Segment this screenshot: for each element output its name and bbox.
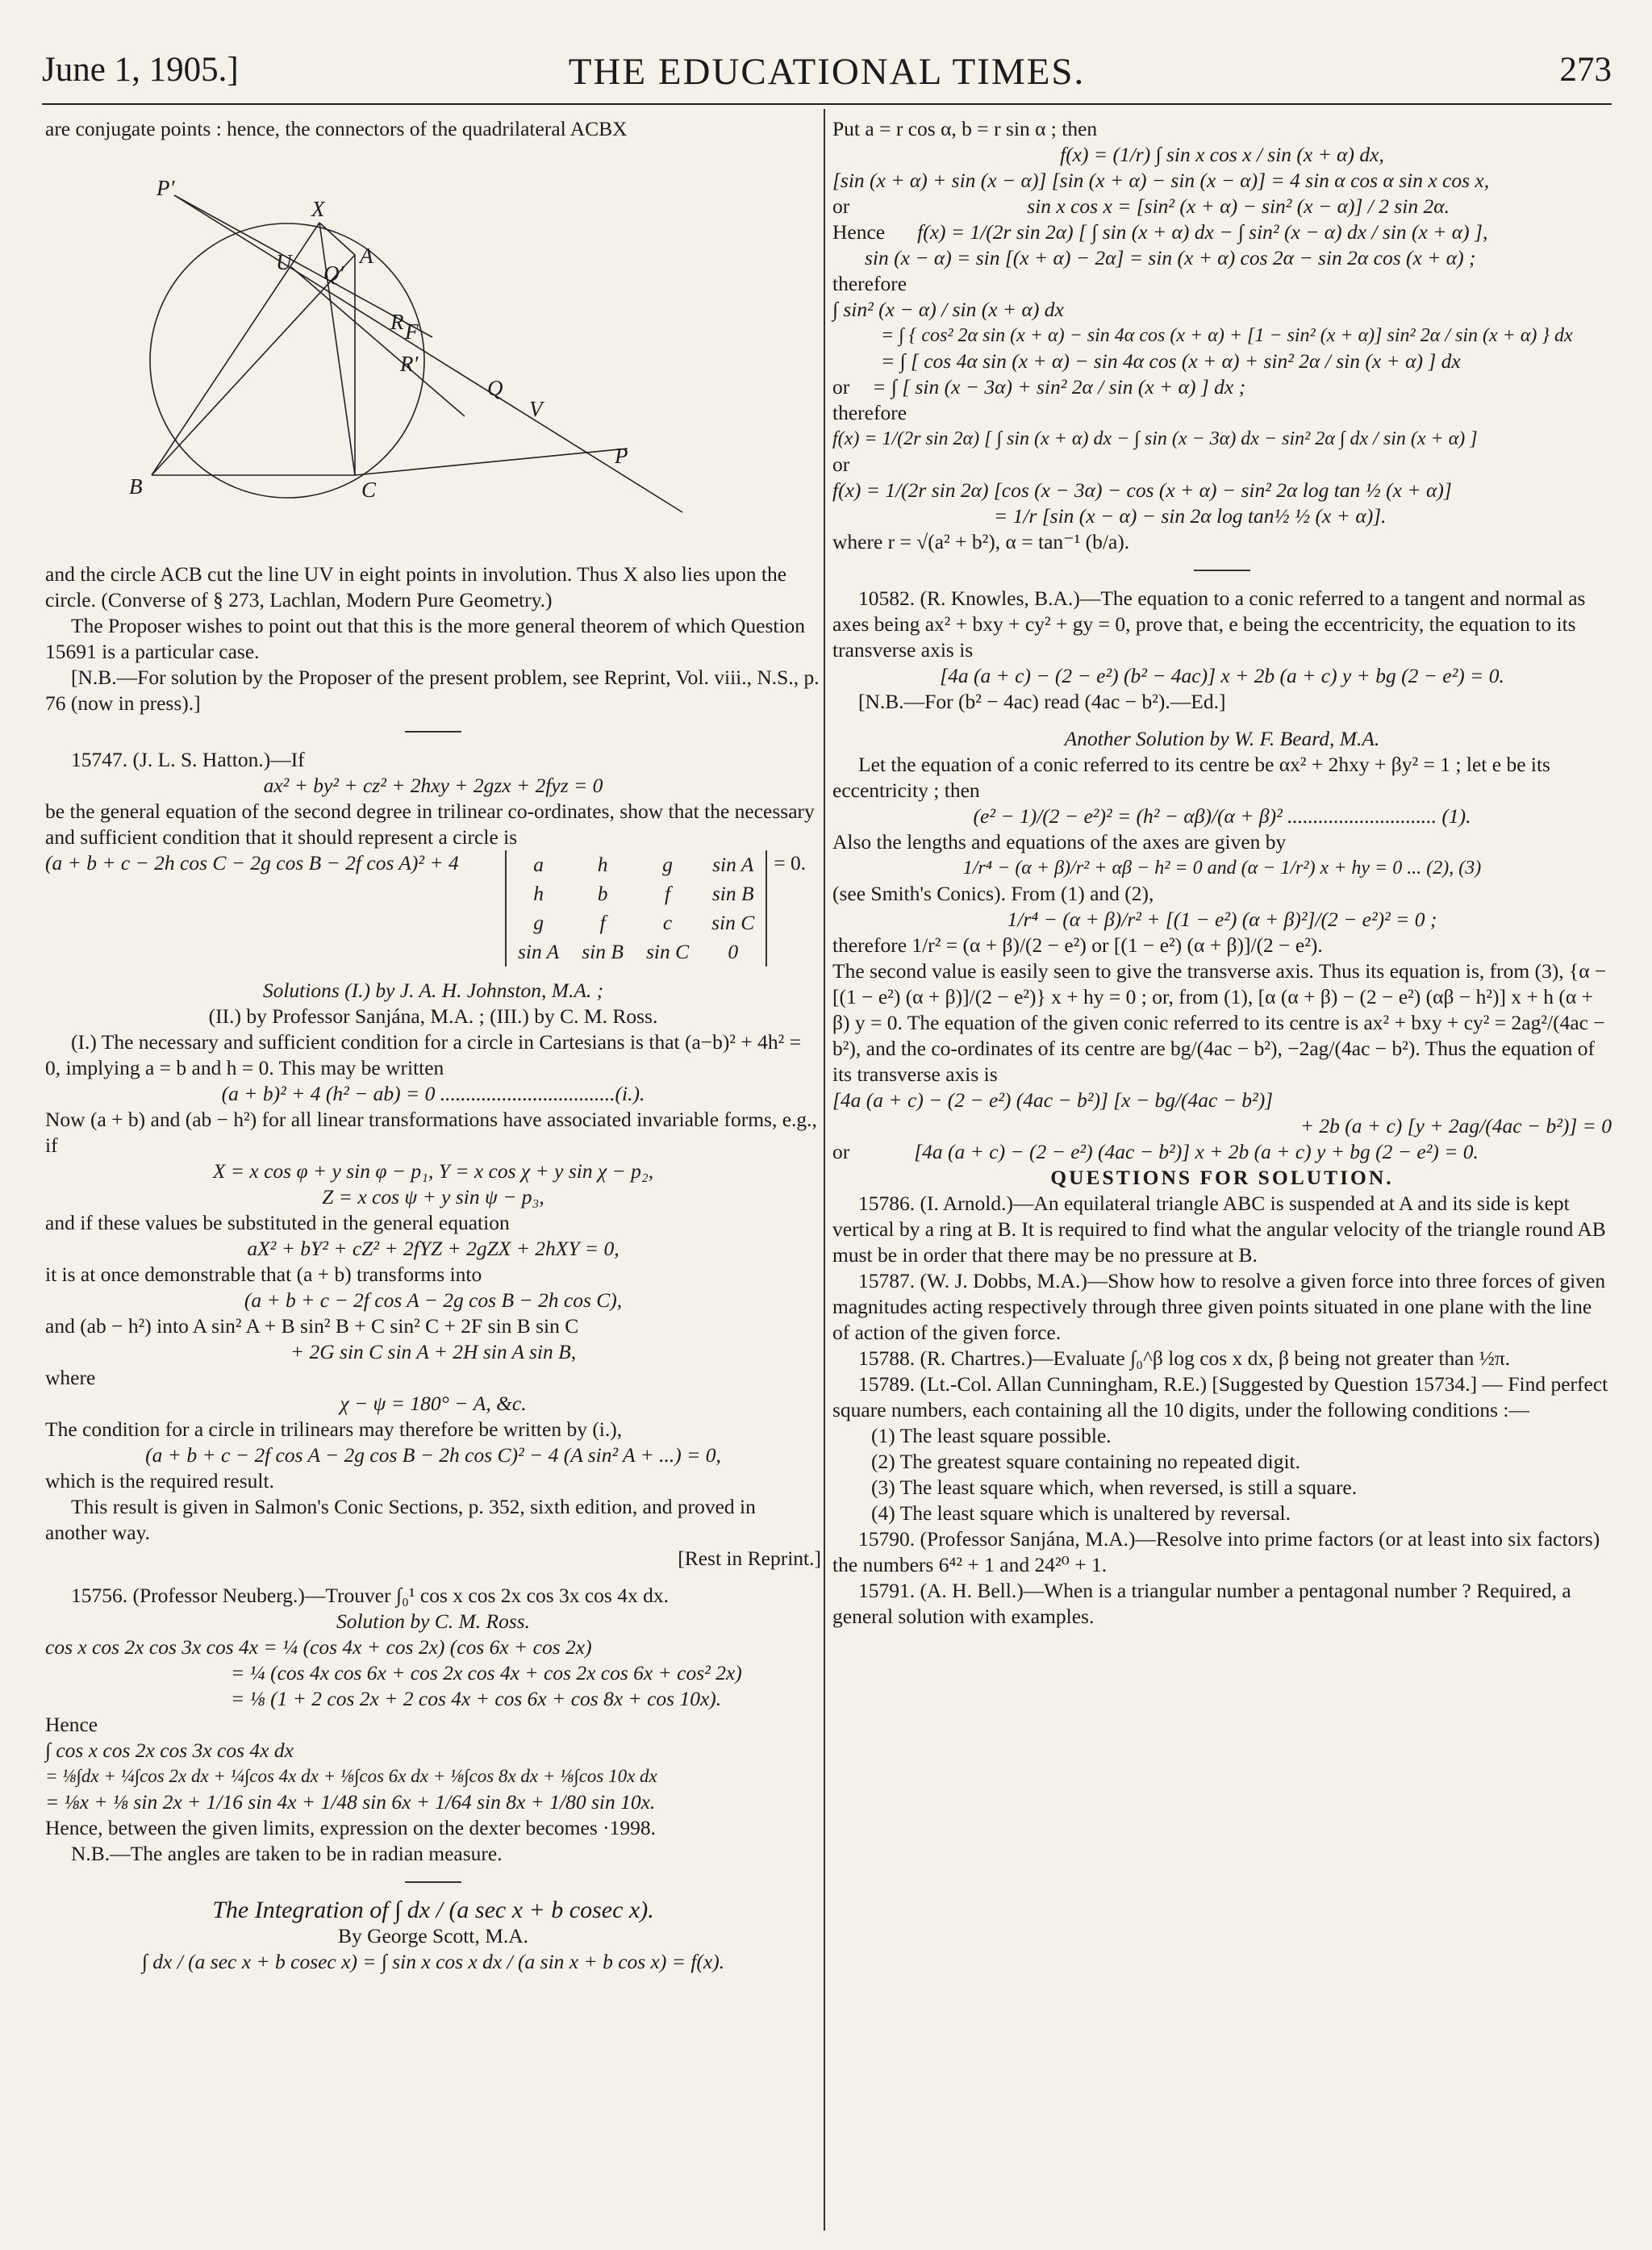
journal-title: THE EDUCATIONAL TIMES. bbox=[568, 51, 1086, 93]
det-cell: h bbox=[533, 882, 544, 905]
q15756-equation: = ⅛∫dx + ¼∫cos 2x dx + ¼∫cos 4x dx + ⅛∫cos 6x dx + ⅛∫cos 8x dx + ⅛∫cos 10x dx bbox=[45, 1766, 657, 1786]
beard-equation: [4a (a + c) − (2 − e²) (4ac − b²)] [x − bg/(4ac − b²)] bbox=[832, 1088, 1274, 1112]
line-b-x bbox=[152, 223, 319, 475]
line-c-p bbox=[355, 449, 628, 475]
label-x: X bbox=[311, 197, 325, 221]
beard-paragraph: Also the lengths and equations of the axes are given by bbox=[832, 830, 1287, 854]
section-rule bbox=[405, 731, 461, 733]
question-10582: 10582. (R. Knowles, B.A.)—The equation to a conic referred to a tangent and normal as axes being ax² + bxy + cy² + gy = 0, prove that, e being the eccentricity, the equation to its transverse axis is bbox=[832, 587, 1586, 662]
beard-equation: + 2b (a + c) [y + 2ag/(4ac − b²)] = 0 bbox=[1299, 1114, 1612, 1138]
det-cell: 0 bbox=[728, 940, 739, 963]
diagram-svg bbox=[45, 142, 821, 561]
det-cell: f bbox=[665, 882, 671, 905]
determinant-matrix bbox=[505, 850, 767, 966]
label-r-prime: R′ bbox=[400, 352, 419, 376]
beard-equation: (e² − 1)/(2 − e²)² = (h² − αβ)/(α + β)² ............................. (1). bbox=[973, 804, 1471, 828]
question-15756-head: 15756. (Professor Neuberg.)—Trouver ∫₀¹ cos x cos 2x cos 3x cos 4x dx. bbox=[71, 1584, 669, 1607]
solution-equation: (a + b + c − 2f cos A − 2g cos B − 2h cos C), bbox=[244, 1288, 623, 1312]
condition-item: (1) The least square possible. bbox=[871, 1424, 1112, 1447]
right-equation: = ∫ [ cos 4α sin (x + α) − sin 4α cos (x + α) + sin² 2α / sin (x + α) ] dx bbox=[881, 349, 1461, 373]
beard-equation: [4a (a + c) − (2 − e²) (4ac − b²)] x + 2b (a + c) y + bg (2 − e²) = 0. bbox=[914, 1140, 1479, 1163]
integration-article-equation: ∫ dx / (a sec x + b cosec x) = ∫ sin x cos x dx / (a sin x + b cos x) = f(x). bbox=[141, 1950, 725, 1973]
geometry-diagram bbox=[45, 142, 821, 561]
solution-equation: + 2G sin C sin A + 2H sin A sin B, bbox=[290, 1340, 577, 1363]
beard-equation: 1/r⁴ − (α + β)/r² + αβ − h² = 0 and (α − 1/r²) x + hy = 0 ... (2), (3) bbox=[962, 858, 1482, 879]
column-divider bbox=[824, 109, 825, 2231]
right-equation: sin x cos x = [sin² (x + α) − sin² (x − α)] / 2 sin 2α. bbox=[1027, 194, 1450, 218]
solution-paragraph: it is at once demonstrable that (a + b) transforms into bbox=[45, 1263, 482, 1286]
question-10582-equation: [4a (a + c) − (2 − e²) (b² − 4ac)] x + 2b (a + c) y + bg (2 − e²) = 0. bbox=[940, 664, 1504, 687]
q15756-nb: N.B.—The angles are taken to be in radian measure. bbox=[71, 1842, 503, 1865]
right-equation: = 1/r [sin (x − α) − sin 2α log tan½ ½ (x + α)]. bbox=[994, 504, 1387, 528]
right-equation: f(x) = (1/r) ∫ sin x cos x / sin (x + α) dx, bbox=[1060, 143, 1384, 166]
page-number: 273 bbox=[1559, 51, 1612, 89]
header-rule bbox=[42, 103, 1612, 105]
right-hence: Hence bbox=[832, 220, 886, 244]
involution-paragraph: and the circle ACB cut the line UV in eight points in involution. Thus X also lies upon the circle. (Converse of § 273, Lachlan, Modern Pure Geometry.) bbox=[45, 562, 787, 612]
det-cell: sin A bbox=[712, 853, 754, 876]
page-header bbox=[42, 50, 1612, 98]
condition-item: (4) The least square which is unaltered by reversal. bbox=[871, 1501, 1291, 1525]
label-b: B bbox=[129, 474, 143, 499]
proposer-paragraph: The Proposer wishes to point out that this is the more general theorem of which Question 15691 is a particular case. bbox=[45, 614, 806, 663]
solution-paragraph: and if these values be substituted in the general equation bbox=[45, 1211, 510, 1234]
label-q: Q bbox=[487, 376, 503, 400]
det-cell: b bbox=[597, 882, 608, 905]
right-equation: = ∫ { cos² 2α sin (x + α) − sin 4α cos (x + α) + [1 − sin² (x + α)] sin² 2α / sin (x + α) } dx bbox=[881, 325, 1573, 346]
determinant-row bbox=[506, 937, 766, 966]
solution-equation: (a + b)² + 4 (h² − ab) = 0 ..................................(i.). bbox=[221, 1082, 645, 1105]
question-10582-nb: [N.B.—For (b² − 4ac) read (4ac − b²).—Ed.] bbox=[858, 690, 1226, 713]
beard-paragraph: (see Smith's Conics). From (1) and (2), bbox=[832, 882, 1154, 905]
det-cell: f bbox=[599, 911, 606, 934]
question-15788: 15788. (R. Chartres.)—Evaluate ∫₀^β log cos x dx, β being not greater than ½π. bbox=[858, 1346, 1511, 1370]
solution-where: where bbox=[45, 1366, 96, 1389]
beard-equation: 1/r⁴ − (α + β)/r² + [(1 − e²) (α + β)²]/(2 − e²)² = 0 ; bbox=[1007, 908, 1437, 931]
question-15786: 15786. (I. Arnold.)—An equilateral triangle ABC is suspended at A and its side is kept vertical by a ring at B. It is required to find what the angular velocity of the triangle round AB must be in order that there may be no pressure at B. bbox=[832, 1192, 1606, 1267]
det-cell: sin A bbox=[518, 940, 560, 963]
right-column bbox=[832, 116, 1612, 1630]
solution-paragraph: which is the required result. bbox=[45, 1469, 274, 1492]
det-cell: g bbox=[533, 911, 544, 934]
solution-equation: (a + b + c − 2f cos A − 2g cos B − 2h cos C)² − 4 (A sin² A + ...) = 0, bbox=[145, 1443, 721, 1467]
question-15756-solution-author: Solution by C. M. Ross. bbox=[336, 1609, 531, 1633]
right-equation: f(x) = 1/(2r sin 2α) [ ∫ sin (x + α) dx − ∫ sin² (x − α) dx / sin (x + α) ], bbox=[917, 220, 1488, 244]
right-text: where r = √(a² + b²), α = tan⁻¹ (b/a). bbox=[832, 530, 1130, 553]
question-15789: 15789. (Lt.-Col. Allan Cunningham, R.E.) [Suggested by Question 15734.] — Find perfect square numbers, each containing all the 10 digits, under the following conditions :— bbox=[832, 1372, 1608, 1421]
question-15789-conditions bbox=[832, 1423, 1612, 1526]
determinant-row bbox=[506, 879, 766, 908]
line-b-a bbox=[152, 255, 355, 475]
q15756-equation: = ¼ (cos 4x cos 6x + cos 2x cos 4x + cos 2x cos 6x + cos² 2x) bbox=[231, 1661, 742, 1684]
det-cell: c bbox=[662, 911, 673, 934]
q15756-equation: = ⅛x + ⅛ sin 2x + 1/16 sin 4x + 1/48 sin 6x + 1/64 sin 8x + 1/80 sin 10x. bbox=[45, 1790, 656, 1814]
determinant-condition bbox=[45, 850, 821, 966]
det-cell: sin B bbox=[582, 940, 624, 963]
label-v: V bbox=[529, 397, 543, 421]
label-p-prime: P′ bbox=[156, 176, 175, 200]
section-rule bbox=[405, 1881, 461, 1883]
solution-paragraph: Now (a + b) and (ab − h²) for all linear transformations have associated invariable forms, e.g., if bbox=[45, 1108, 817, 1157]
beard-paragraph: The second value is easily seen to give the transverse axis. Thus its equation is, from (3), {α − [(1 − e²) (α + β)]/(2 − e²)} x + hy = 0 ; or, from (1), [α (α + β) − (2 − e²) (αβ − h²)] x + h (α + β) y = 0. The equation of the given conic referred to its centre is ax² + bxy + cy² = 2ag²/(4ac − b²), and the co-ordinates of its centre are bg/(4ac − b²), −2ag/(4ac − b²). Thus the equation of its transverse axis is bbox=[832, 959, 1607, 1086]
det-cell: h bbox=[597, 853, 608, 876]
label-c: C bbox=[361, 478, 377, 502]
beard-paragraph: Let the equation of a conic referred to its centre be αx² + 2hxy + βy² = 1 ; let e be its eccentricity ; then bbox=[832, 753, 1550, 802]
q15756-equation: = ⅛ (1 + 2 cos 2x + 2 cos 4x + cos 6x + cos 8x + cos 10x). bbox=[231, 1687, 722, 1710]
another-solution-author: Another Solution by W. F. Beard, M.A. bbox=[1064, 727, 1380, 750]
solution-paragraph: (I.) The necessary and sufficient condition for a circle in Cartesians is that (a−b)² + 4h² = 0, implying a = b and h = 0. This may be written bbox=[45, 1030, 802, 1079]
rest-in-reprint: [Rest in Reprint.] bbox=[678, 1547, 821, 1570]
conjugate-line: are conjugate points : hence, the connectors of the quadrilateral ACBX bbox=[45, 117, 628, 140]
questions-heading: QUESTIONS FOR SOLUTION. bbox=[1050, 1166, 1394, 1189]
determinant-rhs: = 0. bbox=[774, 851, 807, 875]
right-text: therefore bbox=[832, 401, 907, 424]
right-or: or bbox=[832, 375, 850, 399]
line-u-v bbox=[291, 267, 465, 416]
label-f: F bbox=[405, 319, 419, 344]
right-text: Put a = r cos α, b = r sin α ; then bbox=[832, 117, 1098, 140]
question-15787: 15787. (W. J. Dobbs, M.A.)—Show how to resolve a given force into three forces of given magnitudes acting respectively through three given points situated in one plane with the line of action of the given force. bbox=[832, 1269, 1606, 1344]
det-cell: g bbox=[662, 853, 673, 876]
solution-paragraph: and (ab − h²) into A sin² A + B sin² B + C sin² C + 2F sin B sin C bbox=[45, 1314, 579, 1338]
solution-equation: aX² + bY² + cZ² + 2fYZ + 2gZX + 2hXY = 0, bbox=[247, 1237, 620, 1260]
label-r: R bbox=[390, 310, 404, 334]
question-15747-text: be the general equation of the second degree in trilinear co-ordinates, show that the necessary and sufficient condition that it should represent a circle is bbox=[45, 799, 815, 849]
solution-equation: X = x cos φ + y sin φ − p₁, Y = x cos χ + y sin χ − p₂, bbox=[212, 1159, 654, 1183]
label-q-prime: Q′ bbox=[323, 261, 344, 286]
det-cell: sin C bbox=[711, 911, 755, 934]
label-p: P bbox=[615, 444, 628, 468]
right-or: or bbox=[832, 453, 850, 476]
nb-reprint-note: [N.B.—For solution by the Proposer of the present problem, see Reprint, Vol. viii., N.S., p. 76 (now in press).] bbox=[45, 666, 820, 715]
question-15747-equation: ax² + by² + cz² + 2hxy + 2gzx + 2fyz = 0 bbox=[263, 774, 603, 797]
integration-article-title: The Integration of ∫ dx / (a sec x + b cosec x). bbox=[212, 1897, 654, 1923]
question-15790: 15790. (Professor Sanjána, M.A.)—Resolve into prime factors (or at least into six factors) the numbers 6⁴² + 1 and 24²⁰ + 1. bbox=[832, 1527, 1600, 1576]
solutions-authors-1: Solutions (I.) by J. A. H. Johnston, M.A. ; bbox=[262, 979, 604, 1002]
beard-or: or bbox=[832, 1140, 850, 1163]
q15756-hence: Hence bbox=[45, 1713, 98, 1736]
section-rule bbox=[1194, 570, 1250, 571]
right-text: therefore bbox=[832, 272, 907, 295]
determinant-row bbox=[506, 908, 766, 937]
condition-item: (3) The least square which, when reversed, is still a square. bbox=[871, 1476, 1358, 1499]
determinant-row bbox=[506, 850, 766, 879]
solutions-authors-2: (II.) by Professor Sanjána, M.A. ; (III.) by C. M. Ross. bbox=[208, 1004, 658, 1028]
label-u: U bbox=[276, 250, 292, 274]
q15756-equation: cos x cos 2x cos 3x cos 4x = ¼ (cos 4x + cos 2x) (cos 6x + cos 2x) bbox=[45, 1635, 592, 1659]
question-15747-head: 15747. (J. L. S. Hatton.)—If bbox=[71, 748, 305, 771]
integration-article-author: By George Scott, M.A. bbox=[337, 1924, 529, 1947]
line-p1-p bbox=[174, 195, 682, 512]
solution-equation: χ − ψ = 180° − A, &c. bbox=[340, 1392, 527, 1415]
issue-date: June 1, 1905.] bbox=[42, 51, 239, 89]
det-cell: a bbox=[533, 853, 544, 876]
question-15791: 15791. (A. H. Bell.)—When is a triangular number a pentagonal number ? Required, a general solution with examples. bbox=[832, 1579, 1571, 1628]
right-equation: f(x) = 1/(2r sin 2α) [ ∫ sin (x + α) dx − ∫ sin (x − 3α) dx − sin² 2α ∫ dx / sin (x + α) ] bbox=[832, 428, 1478, 449]
right-equation: = ∫ [ sin (x − 3α) + sin² 2α / sin (x + α) ] dx ; bbox=[872, 375, 1246, 399]
solution-paragraph: The condition for a circle in trilinears may therefore be written by (i.), bbox=[45, 1417, 623, 1441]
right-or: or bbox=[832, 194, 850, 218]
det-cell: sin C bbox=[645, 940, 690, 963]
right-equation: ∫ sin² (x − α) / sin (x + α) dx bbox=[832, 298, 1064, 321]
right-equation: f(x) = 1/(2r sin 2α) [cos (x − 3α) − cos (x + α) − sin² 2α log tan ½ (x + α)] bbox=[832, 478, 1452, 502]
determinant-lhs: (a + b + c − 2h cos C − 2g cos B − 2f cos A)² + 4 bbox=[45, 851, 459, 875]
right-equation: sin (x − α) = sin [(x + α) − 2α] = sin (x + α) cos 2α − sin 2α cos (x + α) ; bbox=[865, 246, 1476, 269]
right-equation: [sin (x + α) + sin (x − α)] [sin (x + α) − sin (x − α)] = 4 sin α cos α sin x cos x, bbox=[832, 169, 1490, 192]
det-cell: sin B bbox=[711, 882, 754, 905]
q15756-result: Hence, between the given limits, expression on the dexter becomes ·1998. bbox=[45, 1816, 656, 1839]
q15756-equation: ∫ cos x cos 2x cos 3x cos 4x dx bbox=[45, 1739, 294, 1762]
beard-paragraph: therefore 1/r² = (α + β)/(2 − e²) or [(1 − e²) (α + β)]/(2 − e²). bbox=[832, 933, 1323, 957]
solution-paragraph: This result is given in Salmon's Conic Sections, p. 352, sixth edition, and proved in another way. bbox=[45, 1495, 756, 1544]
solution-equation: Z = x cos ψ + y sin ψ − p₃, bbox=[322, 1185, 544, 1208]
condition-item: (2) The greatest square containing no repeated digit. bbox=[871, 1450, 1301, 1473]
left-column bbox=[45, 116, 821, 1975]
label-a: A bbox=[360, 244, 373, 268]
